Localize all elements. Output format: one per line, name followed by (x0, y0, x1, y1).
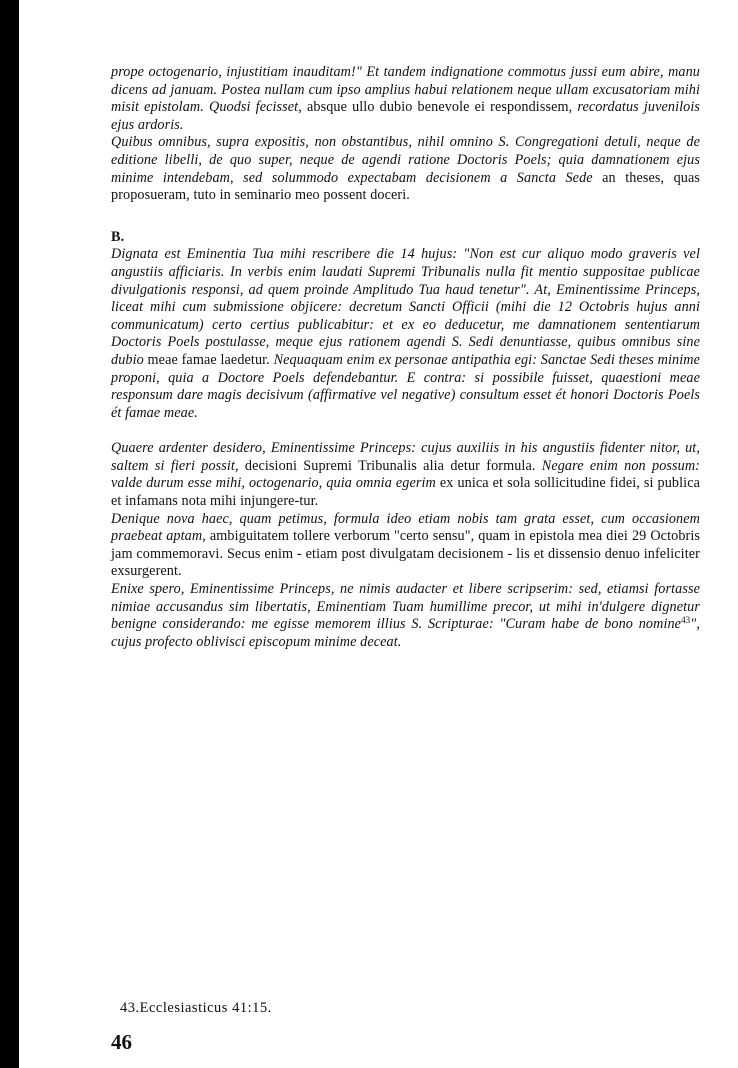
italic-span: Quibus omnibus, supra expositis, non obstantibus, nihil omnino S. Congregationi detuli, neque de editione libelli, de quo super, neque de agendi ratione Doctoris Poels; quia damnationem ejus minime intendebam, sed solummodo expectabam decisionem a Sancta Sede (111, 134, 700, 186)
italic-span: prope octogenario, injustitiam inauditam!" Et tandem indignatione commotus jussi eum abire, manu dicens ad januam. Postea nullam cum ipso amplius habui relationem neque ullam excusatoriam mihi misit epistolam. Quodsi fecisset, (111, 64, 700, 116)
scan-edge-bar (0, 0, 19, 1068)
italic-span: Nequaquam enim ex personae antipathia egi: Sanctae Sedi theses minime proponi, quia a Doctore Poels defendebantur. E contra: si possibile fuisset, quaestioni meae responsum dare magis decisivum (affirmative vel negative) consultum esset ét honori Doctoris Poels ét famae meae. (111, 351, 700, 421)
paragraph-4 (111, 440, 700, 510)
paragraph-1 (111, 64, 700, 134)
roman-span: ambiguitatem tollere verborum "certo sensu", quam in epistola mea diei 29 Octobris jam commemoravi. Secus enim - etiam post divulgatam decisionem - lis et dissensio denuo infeliciter exsurgerent. (111, 528, 700, 580)
italic-span: Dignata est Eminentia Tua mihi rescribere die 14 hujus: "Non est cur aliquo modo graveris vel angustiis afficiaris. In verbis enim laudati Supremi Tribunalis nulla fit mentio suppositae publicae divulgationis responsi, ad quem proinde Amplitudo Tua haud tenetur". At, Eminentissime Princeps, liceat mihi cum submissione objicere: decretum Sancti Officii (mihi die 12 Octobris hujus anni communicatum) certo certius publicabitur: et ex eo deducetur, me damnationem sententiarum Doctoris Poels postulasse, meque ejus rationem agendi S. Sedi denuntiasse, quibus omnibus sine dubio (111, 246, 700, 368)
roman-span: ex unica et sola sollicitudine fidei, si publica et infamans nota mihi injungere-tur. (111, 475, 700, 510)
roman-span: an theses, quas proposueram, tuto in seminario meo possent doceri. (111, 169, 700, 204)
italic-span: Denique nova haec, quam petimus, formula ideo etiam nobis tam grata esset, cum occasionem praebeat aptam, (111, 510, 700, 545)
italic-span: ", cujus profecto oblivisci episcopum minime deceat. (111, 616, 700, 650)
roman-span: decisioni Supremi Tribunalis alia detur formula. (238, 457, 542, 474)
italic-span: recordatus juvenilois ejus ardoris. (111, 99, 701, 133)
roman-span: meae famae laedetur. (143, 351, 274, 368)
footnote-marker: 43 (681, 615, 691, 626)
letter-body (111, 64, 700, 651)
paragraph-5 (111, 511, 700, 581)
section-heading: B. (111, 228, 125, 245)
paragraph-2 (111, 134, 700, 204)
footnote: 43.Ecclesiasticus 41:15. (120, 1000, 272, 1016)
italic-span: Quaere ardenter desidero, Eminentissime Princeps: cujus auxiliis in his angustiis fidenter nitor, ut, saltem si fieri possit, (111, 440, 700, 474)
italic-span: Negare enim non possum: valde durum esse mihi, octogenario, quia omnia egerim (111, 457, 700, 492)
italic-span: Enixe spero, Eminentissime Princeps, ne nimis audacter et libere scripserim: sed, etiamsi fortasse nimiae accusandus sim libertatis, Eminentiam Tuam humillime precor, ut mihi in'dulgere dignetur benigne considerando: me egisse memorem illius S. Scripturae: "Curam habe de bono nomine (111, 581, 700, 633)
roman-span: absque ullo dubio benevole ei respondissem, (301, 99, 578, 116)
page-number: 46 (111, 1030, 132, 1054)
paragraph-3 (111, 246, 700, 422)
paragraph-6 (111, 581, 700, 651)
